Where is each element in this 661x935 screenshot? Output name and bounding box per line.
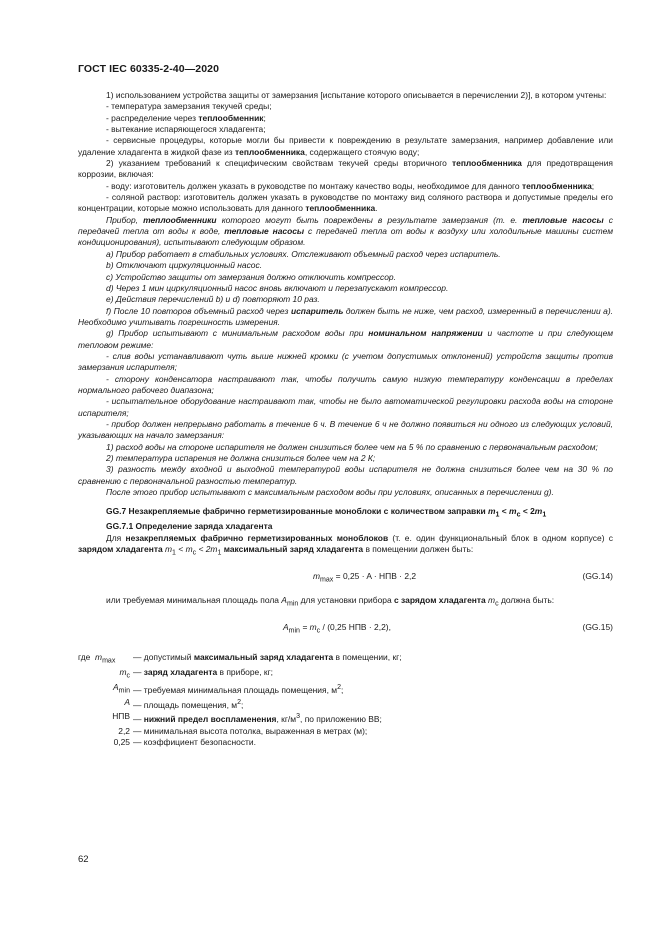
paragraph: После этого прибор испытывают с максимальным расходом воды при условиях, описанных в перечислении g). [106,487,554,498]
definition-item: A — площадь помещения, $м^2$; [124,697,244,711]
definition-item: $m_c$ — заряд хладагента в приборе, кг; [119,667,274,680]
list-item: - сторону конденсатора настраивают так, чтобы получить самую низкую температуру конденсации в пределах нормального рабочего диапазона; [78,373,613,395]
definition-item: 0,25 — коэффициент безопасности. [113,736,256,747]
paragraph: 2) указанием требований к специфическим свойствам текучей среды вторичного теплообменника для предотвращения коррозии, включая: [78,158,613,180]
list-item: d) Через 1 мин циркуляционный насос вновь включают и перезапускают компрессор. [106,282,449,293]
list-item: 1) расход воды на стороне испарителя не должен снизиться более чем на 5 % по сравнению с первоначальным расходом; [106,441,598,452]
definition-item: $A_{min}$ — требуемая минимальная площадь помещения, $м^2$; [113,682,344,696]
paragraph: - соляной раствор: изготовитель должен указать в руководстве по монтажу вид соляного раствора и допустимые пределы его концентрации, которые можно использовать для данного теплообменника. [78,192,613,214]
list-item: e) Действия перечислений b) и d) повторяют 10 раз. [106,294,320,305]
list-item: - прибор должен непрерывно работать в течение 6 ч. В течение 6 ч не должно появиться ни одного из следующих условий, указывающих на начало замерзания: [78,418,613,441]
test-procedure [78,215,613,499]
list-item: f) После 10 повторов объемный расход через испаритель должен быть не ниже, чем расход, измеренный в перечислении a). Необходимо учитывать погрешность измерения. [78,305,614,327]
list-item: - температура замерзания текучей среды; [106,101,272,112]
equation-formula: $A_{min} = m_c / (0,25$ НПВ · 2,2), [283,622,391,635]
definition-item: где $m_{max}$ — допустимый максимальный заряд хладагента в помещении, кг; [78,652,402,665]
paragraph: - сервисные процедуры, которые могли бы привести к повреждению в результате замерзания, например добавление или удаление хладагента в жидкой фазе из теплообменника, содержащего стоячую воду; [78,135,613,157]
equation-gg14 [78,571,613,595]
paragraph: или требуемая минимальная площадь пола $A_{min}$ для установки прибора с зарядом хладагента $m_c$ должна быть: [106,595,555,608]
section-heading-gg7: GG.7 Незакрепляемые фабрично герметизированные моноблоки с количеством заправки $m_1 < m_c < 2m_1$ [106,506,547,520]
definition-item: 2,2 — минимальная высота потолка, выраженная в метрах (м); [118,725,368,736]
list-item: c) Устройство защиты от замерзания должно отключить компрессор. [106,271,396,282]
paragraph: Прибор, теплообменники которого могут быть повреждены в результате замерзания (т. е. тепловые насосы с передачей тепла от воды к воде, тепловые насосы с передачей тепла от воды к воздуху или холодильные машины систем кондиционирования), испытывают следующим образом. [78,214,613,248]
equation-gg15 [78,622,613,646]
document-header: ГОСТ IEC 60335-2-40—2020 [78,63,220,75]
list-item: - вытекание испаряющегося хладагента; [106,124,266,135]
paragraph: - воду: изготовитель должен указать в руководстве по монтажу качество воды, необходимое для данного теплообменника; [106,180,595,191]
list-item: b) Отключают циркуляционный насос. [106,260,263,271]
paragraph: 1) использованием устройства защиты от замерзания [испытание которого описывается в перечислении 2)], в котором учтены: [106,90,607,100]
list-item: 3) разность между входной и выходной температурой воды испарителя не должна снизиться более чем на 30 % по сравнению с первоначальной разностью температур. [78,464,613,486]
list-item: - испытательное оборудование настраивают так, чтобы не было автоматической регулировки расхода воды на стороне испарителя; [78,396,613,418]
list-item: a) Прибор работает в стабильных условиях. Отслеживают объемный расход через испаритель. [106,248,501,259]
document-body [78,90,613,748]
definition-item: НПВ — нижний предел воспламенения, $кг/м^3$, по приложению ВВ; [112,711,382,725]
paragraph: Для незакрепляемых фабрично герметизированных моноблоков (т. е. один функциональный блок в одном корпусе) с зарядом хладагента $m_1 < m_c < 2m_1$ максимальный заряд хладагента в помещении должен быть: [78,532,613,557]
section-heading-gg71: GG.7.1 Определение заряда хладагента [106,521,273,532]
equation-number: (GG.14) [582,571,613,582]
list-item: - распределение через теплообменник; [106,112,266,123]
definitions-list [78,652,613,748]
list-item: 2) температура испарения не должна снизиться более чем на 2 К; [106,453,376,463]
equation-number: (GG.15) [582,622,613,633]
list-item: - слив воды устанавливают чуть выше нижней кромки (с учетом допустимых отклонений) устройств защиты против замерзания испарителя; [78,350,613,373]
page-number: 62 [78,854,89,865]
list-item: g) Прибор испытывают с минимальным расходом воды при номинальном напряжении и частоте и при следующем тепловом режиме: [78,328,613,350]
equation-formula: $m_{max} = 0,25 \cdot A$ · НПВ · 2,2 [313,571,417,584]
